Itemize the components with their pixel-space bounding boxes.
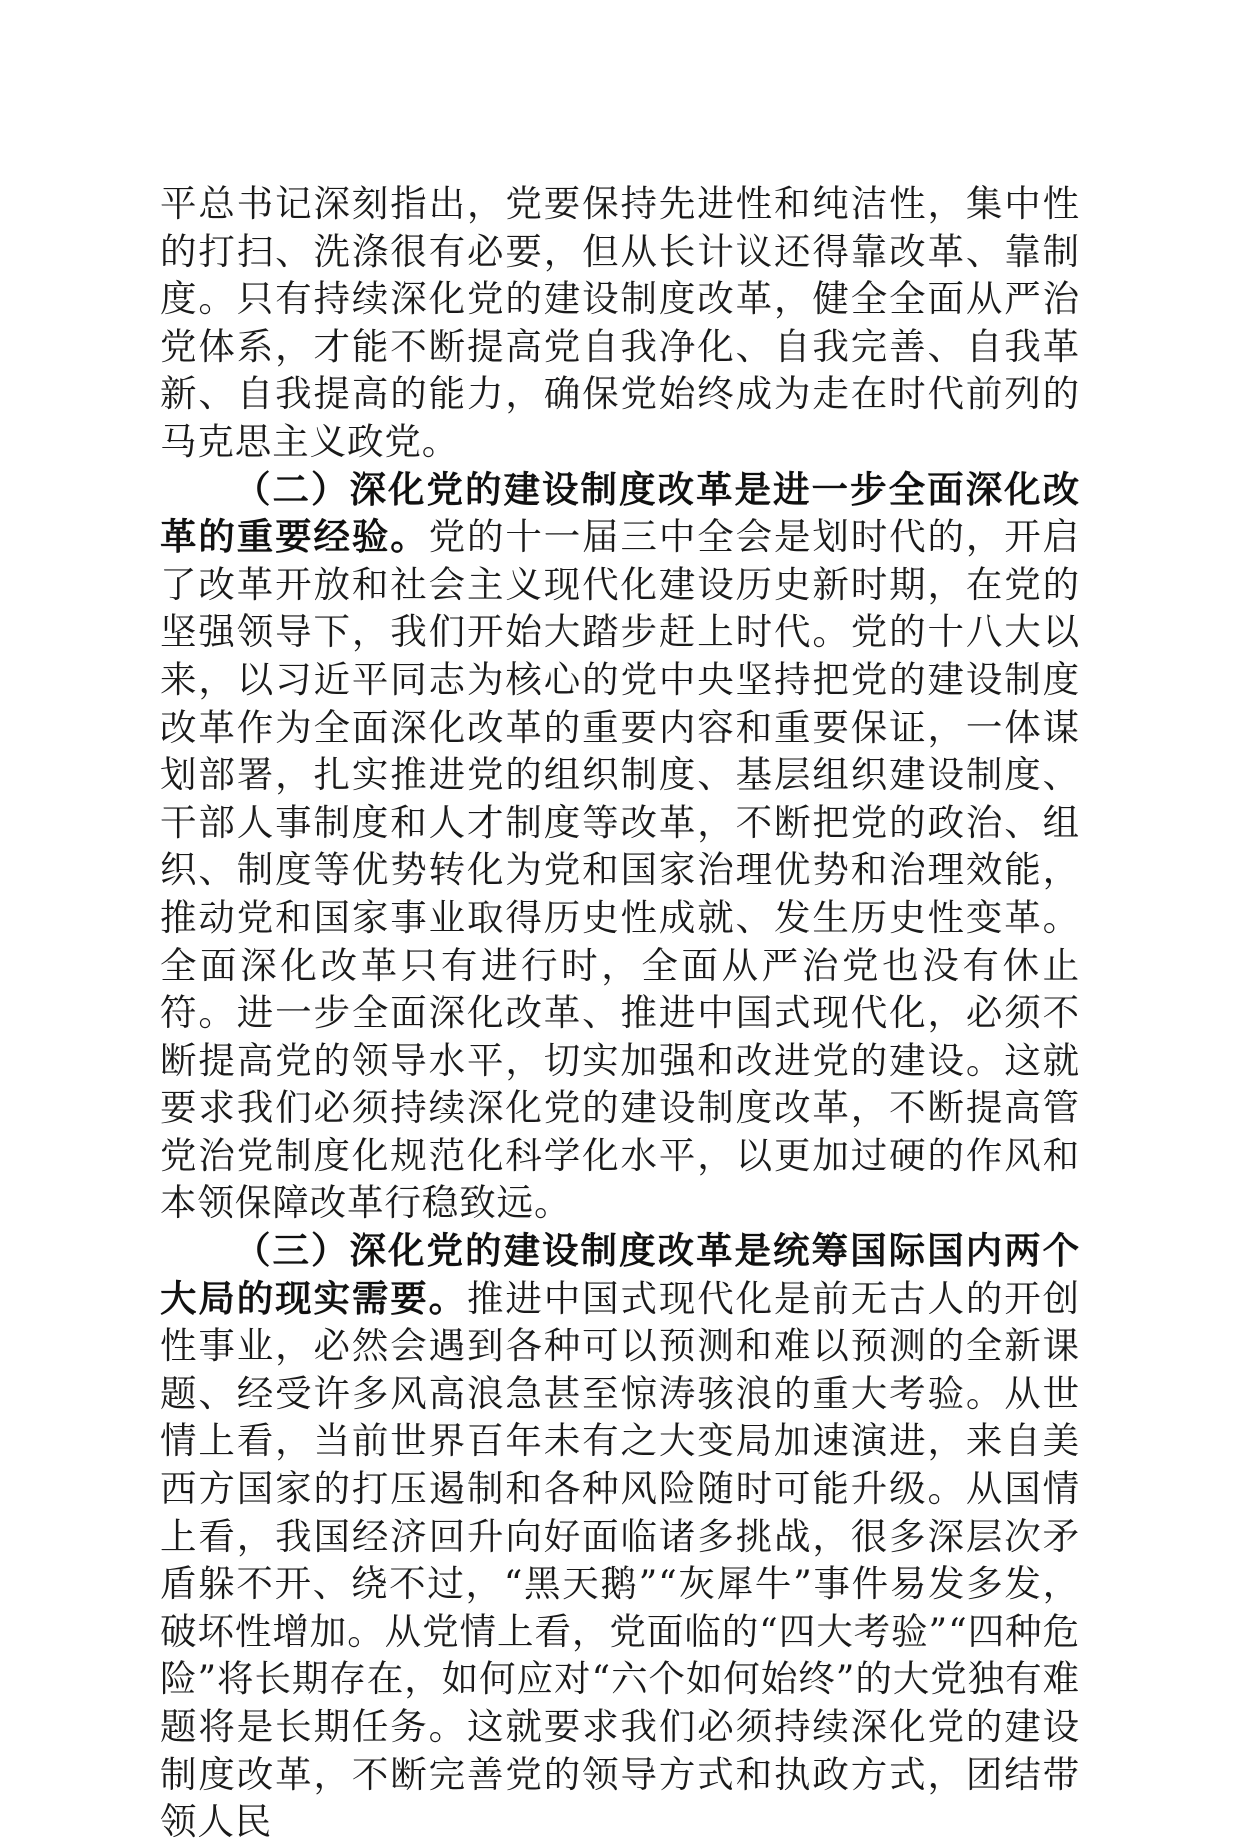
paragraph-1 <box>160 180 1080 466</box>
paragraph-2-text: 党的十一届三中全会是划时代的，开启了改革开放和社会主义现代化建设历史新时期，在党的坚强领导下，我们开始大踏步赶上时代。党的十八大以来，以习近平同志为核心的党中央坚持把党的建设制度改革作为全面深化改革的重要内容和重要保证，一体谋划部署，扎实推进党的组织制度、基层组织建设制度、干部人事制度和人才制度等改革，不断把党的政治、组织、制度等优势转化为党和国家治理优势和治理效能，推动党和国家事业取得历史性成就、发生历史性变革。全面深化改革只有进行时，全面从严治党也没有休止符。进一步全面深化改革、推进中国式现代化，必须不断提高党的领导水平，切实加强和改进党的建设。这就要求我们必须持续深化党的建设制度改革，不断提高管党治党制度化规范化科学化水平，以更加过硬的作风和本领保障改革行稳致远。 <box>160 515 1080 1225</box>
section-heading-3: （三）深化党的建设制度改革是统筹国际国内两个大局的现实需要。 <box>160 1229 1080 1320</box>
paragraph-3 <box>160 1227 1080 1846</box>
paragraph-1-text: 平总书记深刻指出，党要保持先进性和纯洁性，集中性的打扫、洗涤很有必要，但从长计议还得靠改革、靠制度。只有持续深化党的建设制度改革，健全全面从严治党体系，才能不断提高党自我净化、自我完善、自我革新、自我提高的能力，确保党始终成为走在时代前列的马克思主义政党。 <box>160 182 1080 463</box>
document-body <box>160 180 1080 1846</box>
section-heading-2: （二）深化党的建设制度改革是进一步全面深化改革的重要经验。 <box>160 467 1080 559</box>
paragraph-2 <box>160 466 1080 1228</box>
paragraph-3-text: 推进中国式现代化是前无古人的开创性事业，必然会遇到各种可以预测和难以预测的全新课题、经受许多风高浪急甚至惊涛骇浪的重大考验。从世情上看，当前世界百年未有之大变局加速演进，来自美西方国家的打压遏制和各种风险随时可能升级。从国情上看，我国经济回升向好面临诸多挑战，很多深层次矛盾躲不开、绕不过，“黑天鹅”“灰犀牛”事件易发多发，破坏性增加。从党情上看，党面临的“四大考验”“四种危险”将长期存在，如何应对“六个如何始终”的大党独有难题将是长期任务。这就要求我们必须持续深化党的建设制度改革，不断完善党的领导方式和执政方式，团结带领人民 <box>160 1276 1081 1844</box>
